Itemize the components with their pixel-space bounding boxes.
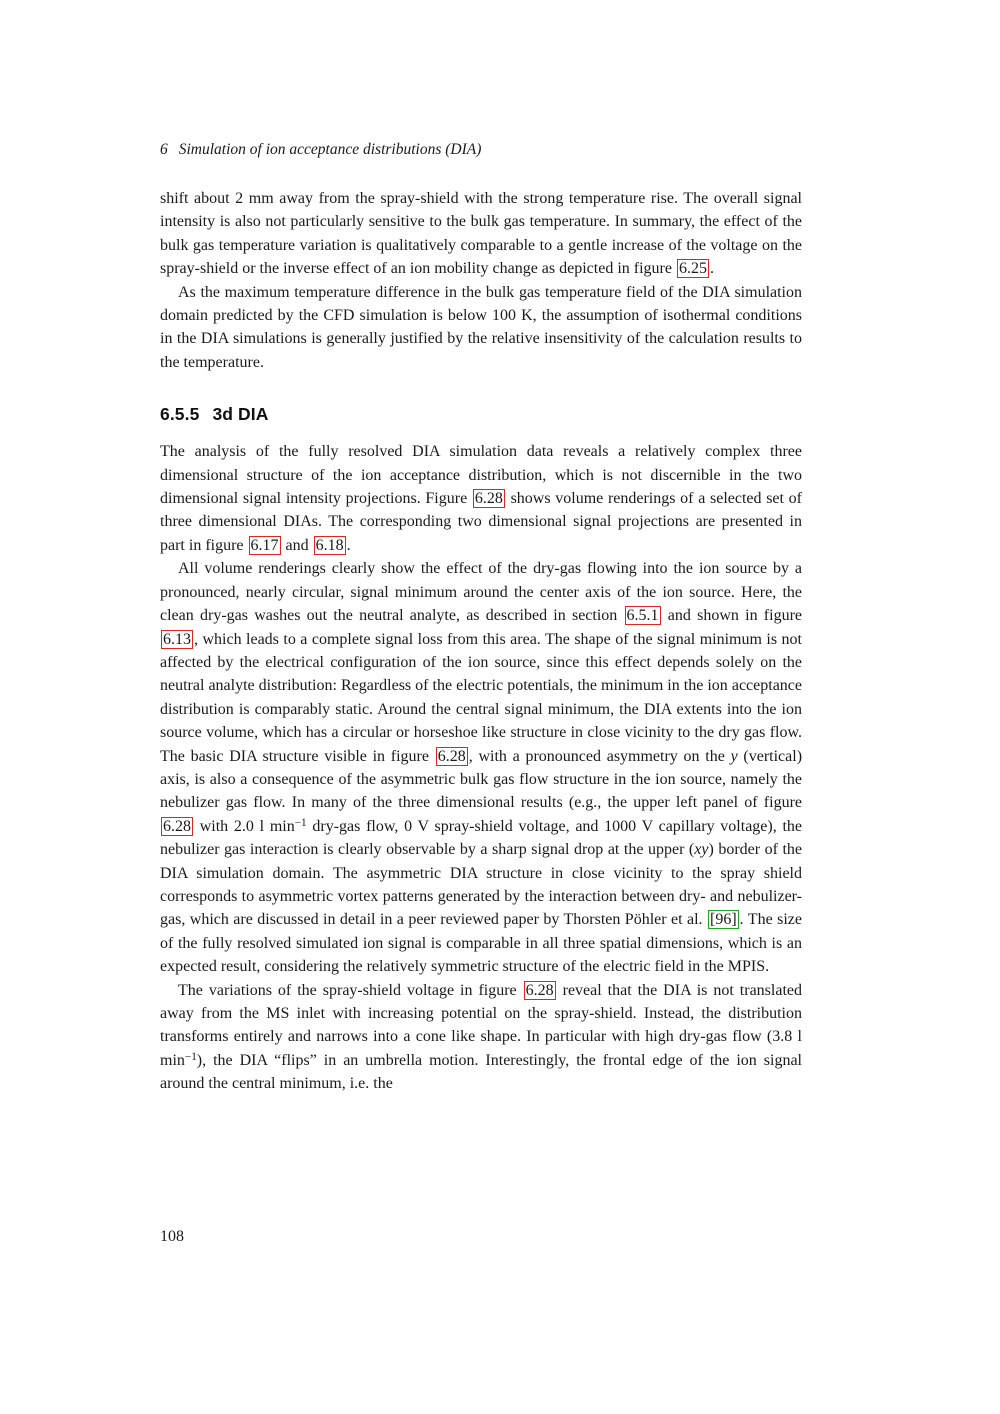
text-run: reveal that the DIA is not translated away from the MS inlet with increasing potential on the spray-shield. Instead, the distribution transforms entirely and narrows into a cone like shape. In particular with high dry-gas flow (3.8 l min [160,981,802,1069]
text-run: As the maximum temperature difference in the bulk gas temperature field of the DIA simulation domain predicted by the CFD simulation is below 100 K, the assumption of isothermal conditions in the DIA simulations is generally justified by the relative insensitivity of the calculation results to the temperature. [160,283,802,371]
section-title: 3d DIA [212,404,269,425]
text-run: . [709,260,714,278]
figure-ref-link[interactable]: 6.17 [250,536,279,554]
text-run: . [346,536,351,554]
superscript: −1 [184,1050,197,1063]
figure-ref-link[interactable]: 6.18 [315,536,344,554]
citation-link[interactable]: [96] [710,911,737,929]
text-run: ), the DIA “flips” in an umbrella motion. Interestingly, the frontal edge of the ion signal around the central minimum, i.e. the [160,1051,802,1093]
paragraph [160,979,802,1096]
text-run: All volume renderings clearly show the effect of the dry-gas flowing into the ion source by a pronounced, nearly circular, signal minimum around the center axis of the ion source. Here, the clean dry-gas washes out the neutral analyte, as described in section [160,560,802,625]
page-content [160,187,802,1096]
chapter-title: Simulation of ion acceptance distributions (DIA) [178,141,482,158]
text-run: and shown in figure [661,607,802,625]
text-run: . The size of the fully resolved simulated ion signal is comparable in all three spatial dimensions, which is an expected result, considering the relatively symmetric structure of the electric field in the MPIS. [160,911,802,976]
paragraph [160,440,802,557]
paragraph [160,557,802,978]
text-run: with 2.0 l min [194,817,295,835]
text-run: dry-gas flow, 0 V spray-shield voltage, and 1000 V capillary voltage), the nebulizer gas interaction is clearly observable by a sharp signal drop at the upper ( [160,817,802,859]
figure-ref-link[interactable]: 6.13 [163,630,191,648]
text-run: The analysis of the fully resolved DIA simulation data reveals a relatively complex three dimensional structure of the ion acceptance distribution, which is not discernible in the two dimensional signal intensity projections. Figure [160,443,802,508]
section-heading [160,404,802,425]
paragraph [160,281,802,375]
math-variable: y [730,747,738,765]
figure-ref-link[interactable]: 6.28 [437,747,466,765]
figure-ref-link[interactable]: 6.28 [474,490,503,508]
text-run: (vertical) axis, is also a consequence of the asymmetric bulk gas flow structure in the ion source, namely the nebulizer gas flow. In many of the three dimensional results (e.g., the upper left panel of figure [160,747,803,812]
text-run: ) border of the DIA simulation domain. The asymmetric DIA structure in close vicinity to the spray shield corresponds to asymmetric vortex patterns generated by the interaction between dry- and nebulizer-gas, which are discussed in detail in a peer reviewed paper by Thorsten Pöhler et al. [160,841,803,929]
text-run: shift about 2 mm away from the spray-shield with the strong temperature rise. The overall signal intensity is also not particularly sensitive to the bulk gas temperature. In summary, the effect of the bulk gas temperature variation is qualitatively comparable to a gentle increase of the voltage on the spray-shield or the inverse effect of an ion mobility change as depicted in figure [160,190,802,278]
paragraph [160,187,802,281]
superscript: −1 [294,816,307,829]
figure-ref-link[interactable]: 6.28 [525,981,554,999]
figure-ref-link[interactable]: 6.28 [163,817,191,835]
chapter-number: 6 [160,141,168,158]
section-number: 6.5.5 [160,404,200,425]
figure-ref-link[interactable]: 6.5.1 [626,607,659,625]
text-run: , with a pronounced asymmetry on the [468,747,731,765]
text-run: The variations of the spray-shield voltage in figure [178,981,523,999]
text-run: shows volume renderings of a selected set of three dimensional DIAs. The corresponding two dimensional signal projections are presented in part in figure [160,490,802,554]
text-run: and [281,536,313,554]
text-run: , which leads to a complete signal loss from this area. The shape of the signal minimum is not affected by the electrical configuration of the ion source, since this effect depends solely on the neutral analyte distribution: Regardless of the electric potentials, the minimum in the ion acceptance distribution is comparably static. Around the central signal minimum, the DIA extents into the ion source volume, which has a circular or horseshoe like structure in close vicinity to the dry gas flow. The basic DIA structure visible in figure [160,630,802,765]
figure-ref-link[interactable]: 6.25 [678,260,707,278]
page-number: 108 [160,1228,184,1245]
running-header [160,141,802,159]
math-variable: xy [694,841,709,859]
